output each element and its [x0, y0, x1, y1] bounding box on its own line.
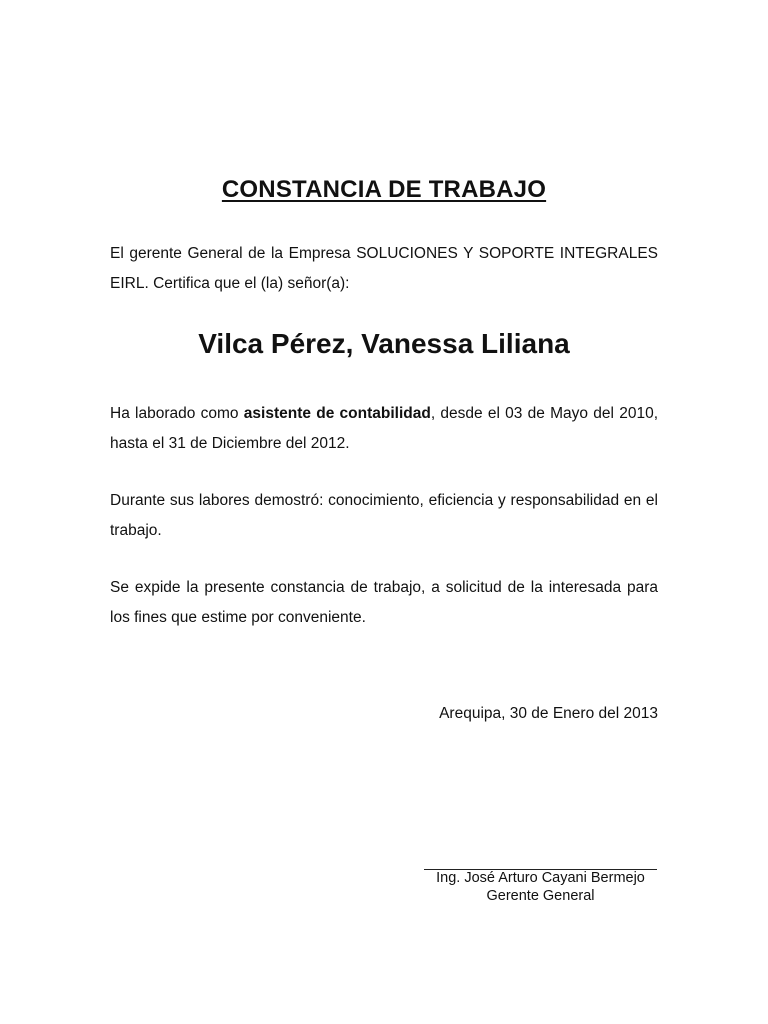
document-title — [0, 176, 768, 204]
document-title-text: CONSTANCIA DE TRABAJO — [221, 176, 547, 203]
employment-suffix: , desde el 03 de Mayo del 2010, hasta el 31 de Diciembre del 2012. — [110, 405, 658, 452]
place-date: Arequipa, 30 de Enero del 2013 — [439, 705, 658, 722]
performance-paragraph: Durante sus labores demostró: conocimiento, eficiencia y responsabilidad en el trabajo. — [110, 492, 658, 539]
employee-name: Vilca Pérez, Vanessa Liliana — [198, 328, 570, 359]
employment-paragraph — [110, 399, 658, 459]
employment-position: asistente de contabilidad — [243, 405, 431, 422]
employment-prefix: Ha laborado como — [110, 405, 244, 422]
signatory-role: Gerente General — [486, 888, 595, 904]
issuance-paragraph: Se expide la presente constancia de trabajo, a solicitud de la interesada para los fines que estime por conveniente. — [110, 579, 658, 626]
intro-paragraph: El gerente General de la Empresa SOLUCIONES Y SOPORTE INTEGRALES EIRL. Certifica que el (la) señor(a): — [110, 245, 658, 292]
signatory-name: Ing. José Arturo Cayani Bermejo — [436, 870, 645, 886]
